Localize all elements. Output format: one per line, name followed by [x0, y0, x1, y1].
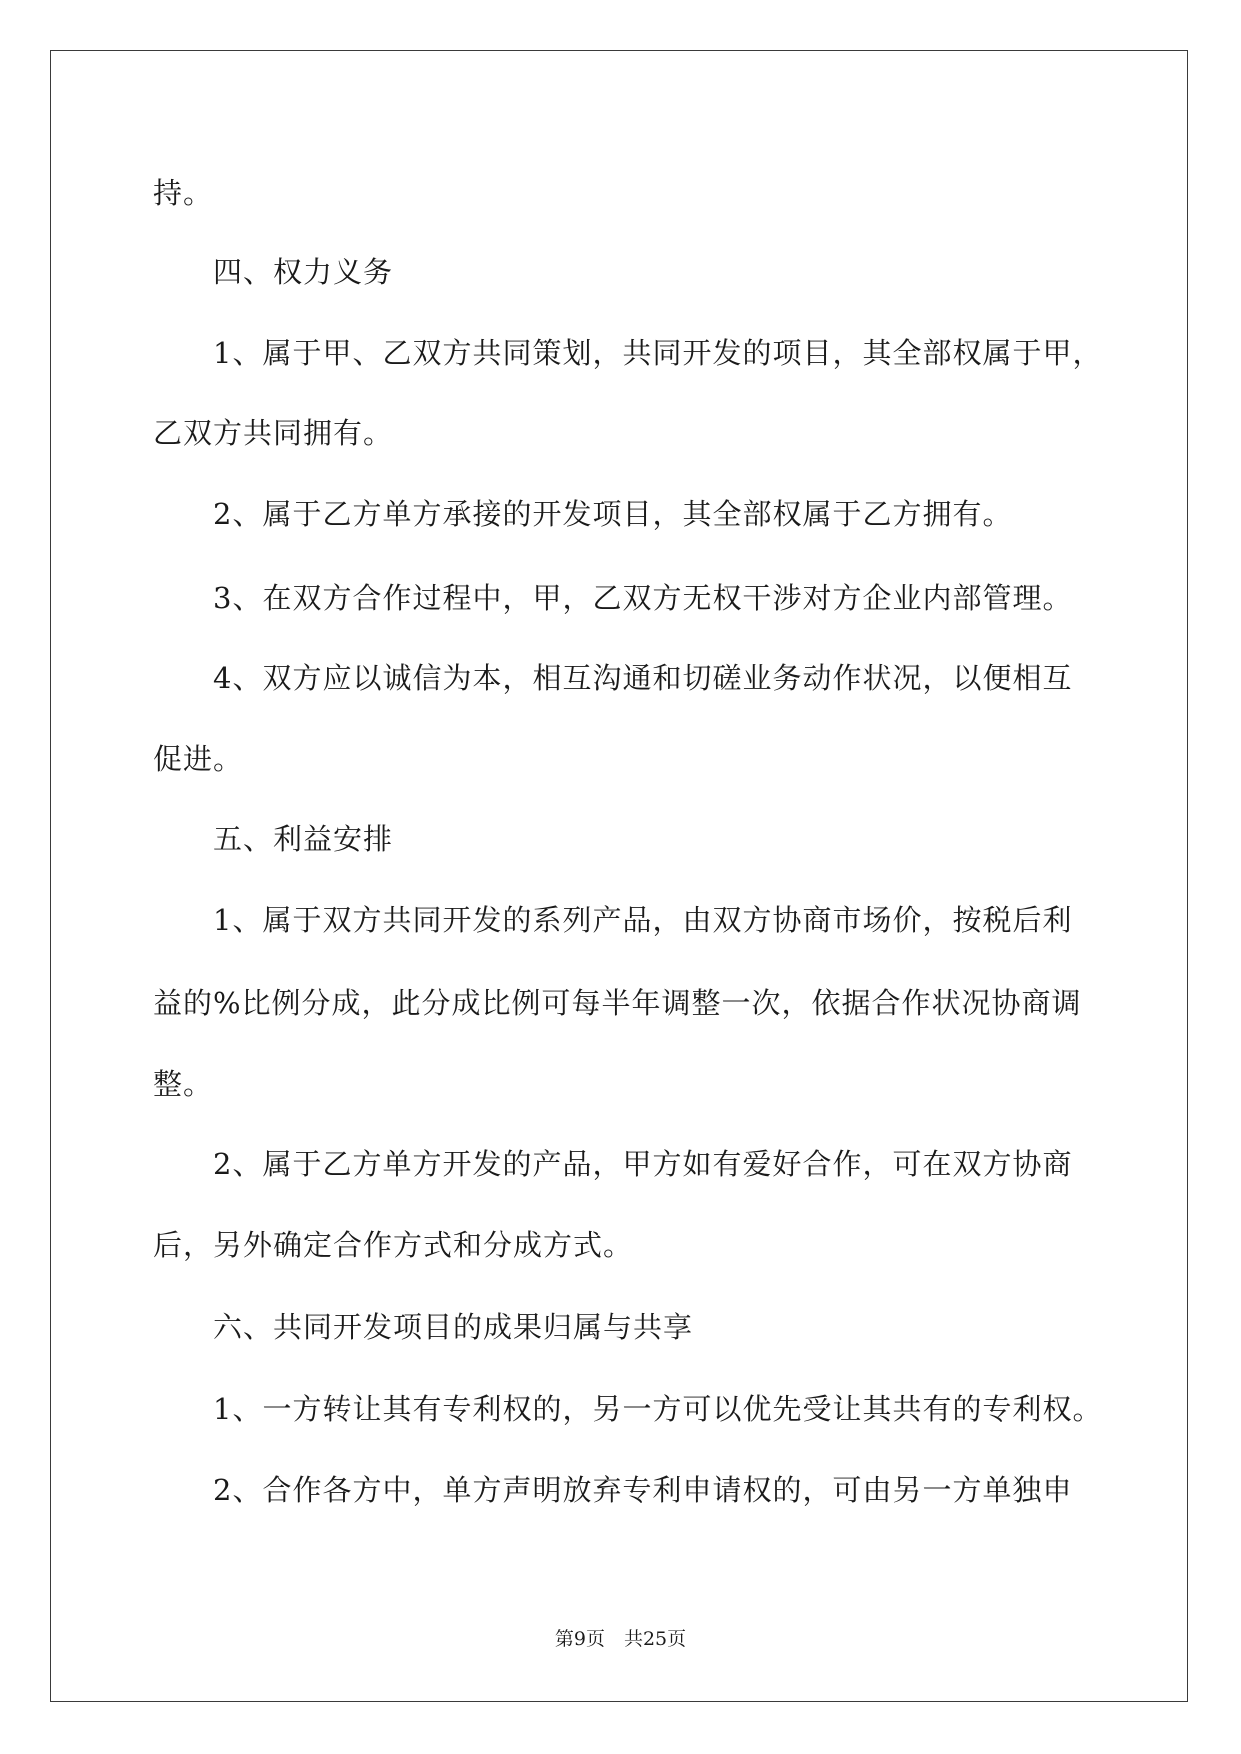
text-line: 4、双方应以诚信为本，相互沟通和切磋业务动作状况，以便相互: [213, 661, 1073, 695]
page-frame: [50, 50, 1188, 1702]
text-line: 促进。: [153, 742, 244, 776]
text-line: 持。: [153, 176, 214, 210]
text-line: 1、属于甲、乙双方共同策划，共同开发的项目，其全部权属于甲，: [213, 336, 1103, 370]
text-line: 1、一方转让其有专利权的，另一方可以优先受让其共有的专利权。: [213, 1392, 1103, 1426]
page-number-footer: 第9页 共25页: [554, 1628, 687, 1650]
text-line: 乙双方共同拥有。: [153, 416, 394, 450]
text-line: 益的%比例分成，此分成比例可每半年调整一次，依据合作状况协商调: [153, 986, 1082, 1020]
section-heading: 六、共同开发项目的成果归属与共享: [213, 1310, 694, 1344]
text-line: 3、在双方合作过程中，甲，乙双方无权干涉对方企业内部管理。: [213, 581, 1073, 615]
text-line: 整。: [153, 1067, 214, 1101]
text-line: 2、属于乙方单方开发的产品，甲方如有爱好合作，可在双方协商: [213, 1147, 1073, 1181]
text-line: 2、合作各方中，单方声明放弃专利申请权的，可由另一方单独申: [213, 1473, 1073, 1507]
section-heading: 四、权力义务: [213, 255, 394, 289]
text-line: 2、属于乙方单方承接的开发项目，其全部权属于乙方拥有。: [213, 497, 1013, 531]
section-heading: 五、利益安排: [213, 822, 394, 856]
text-line: 后，另外确定合作方式和分成方式。: [153, 1228, 634, 1262]
text-line: 1、属于双方共同开发的系列产品，由双方协商市场价，按税后利: [213, 903, 1073, 937]
